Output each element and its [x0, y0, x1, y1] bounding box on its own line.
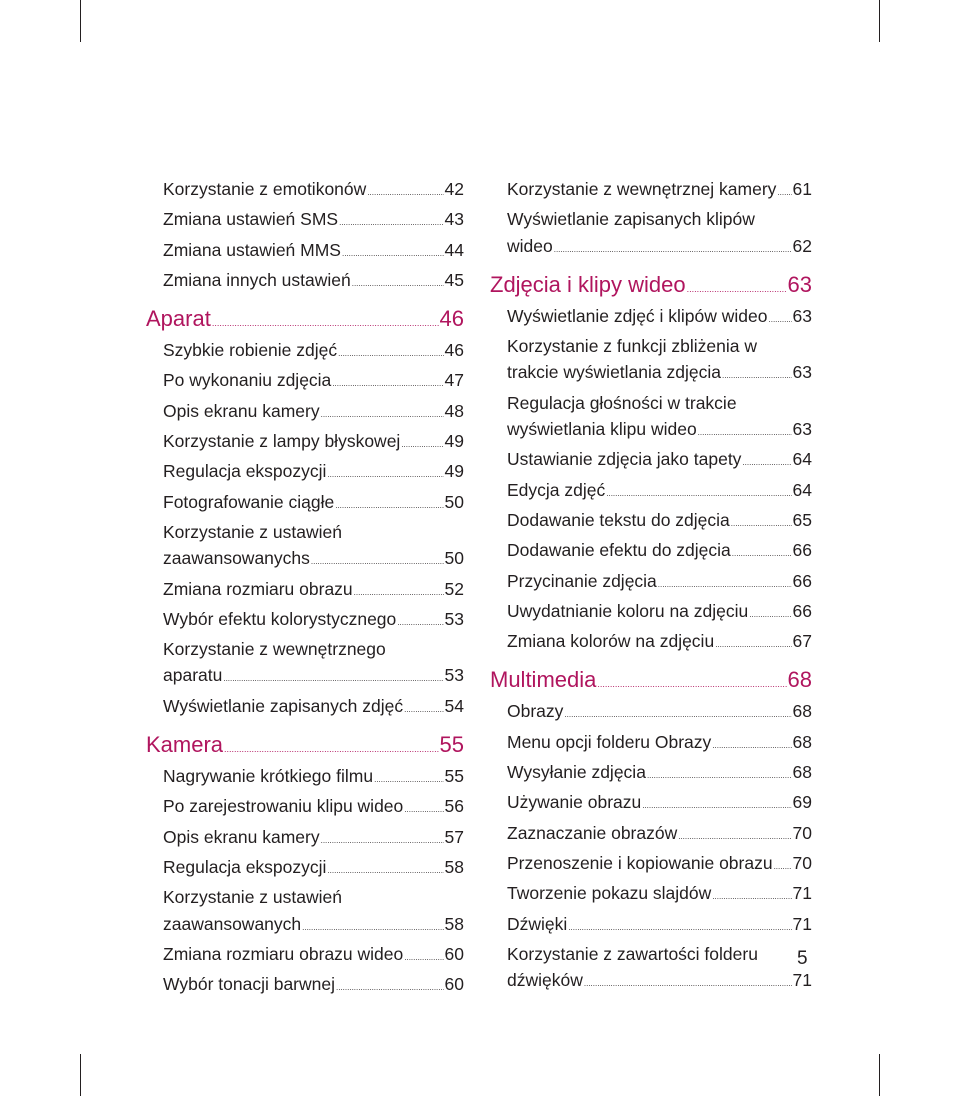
toc-entry[interactable]: Używanie obrazu ..... 69: [507, 789, 812, 819]
toc-entry[interactable]: Wyświetlanie zdjęć i klipów wideo ..... 63: [507, 303, 812, 333]
toc-entry[interactable]: Wybór tonacji barwnej ..... 60: [163, 971, 464, 1001]
toc-entry[interactable]: Regulacja ekspozycji ..... 58: [163, 854, 464, 884]
toc-entry[interactable]: Ustawianie zdjęcia jako tapety ..... 64: [507, 446, 812, 476]
toc-entry[interactable]: Uwydatnianie koloru na zdjęciu ..... 66: [507, 598, 812, 628]
toc-heading-multimedia[interactable]: Multimedia ..... 68: [490, 666, 812, 698]
toc-entry[interactable]: Przycinanie zdjęcia ..... 66: [507, 568, 812, 598]
toc-entry-line[interactable]: Korzystanie z funkcji zbliżenia w: [507, 336, 757, 357]
toc-entry[interactable]: wideo ..... 62: [507, 233, 812, 263]
toc-entry-line[interactable]: Korzystanie z ustawień: [163, 521, 342, 542]
toc-entry[interactable]: Korzystanie z emotikonów ..... 42: [163, 176, 464, 206]
toc-entry[interactable]: Zmiana ustawień MMS ..... 44: [163, 237, 464, 267]
toc-heading-aparat[interactable]: Aparat ..... 46: [146, 305, 464, 337]
toc-column-left: [146, 176, 464, 1001]
toc-entry[interactable]: Dodawanie tekstu do zdjęcia ..... 65: [507, 507, 812, 537]
toc-entry[interactable]: Szybkie robienie zdjęć ..... 46: [163, 337, 464, 367]
toc-entry[interactable]: Dodawanie efektu do zdjęcia ..... 66: [507, 537, 812, 567]
toc-entry[interactable]: Wyświetlanie zapisanych zdjęć ..... 54: [163, 693, 464, 723]
toc-entry[interactable]: Regulacja ekspozycji ..... 49: [163, 458, 464, 488]
toc-entry[interactable]: Zmiana kolorów na zdjęciu ..... 67: [507, 628, 812, 658]
toc-entry[interactable]: Korzystanie z wewnętrznej kamery ..... 61: [507, 176, 812, 206]
toc-entry[interactable]: Wybór efektu kolorystycznego ..... 53: [163, 606, 464, 636]
toc-entry[interactable]: Zmiana innych ustawień ..... 45: [163, 267, 464, 297]
toc-entry[interactable]: Po zarejestrowaniu klipu wideo ..... 56: [163, 793, 464, 823]
toc-column-right: [490, 176, 812, 997]
toc-entry[interactable]: Zaznaczanie obrazów ..... 70: [507, 820, 812, 850]
toc-entry[interactable]: zaawansowanych ..... 58: [163, 911, 464, 941]
crop-mark: [879, 1054, 880, 1096]
toc-entry[interactable]: Zmiana rozmiaru obrazu ..... 52: [163, 576, 464, 606]
page-number: 5: [797, 948, 808, 969]
toc-entry[interactable]: trakcie wyświetlania zdjęcia ..... 63: [507, 359, 812, 389]
toc-entry[interactable]: Menu opcji folderu Obrazy ..... 68: [507, 729, 812, 759]
toc-heading-kamera[interactable]: Kamera ..... 55: [146, 731, 464, 763]
crop-mark: [80, 1054, 81, 1096]
toc-entry-line[interactable]: Regulacja głośności w trakcie: [507, 392, 737, 413]
toc-entry[interactable]: Zmiana ustawień SMS ..... 43: [163, 206, 464, 236]
toc-entry-line[interactable]: Korzystanie z wewnętrznego: [163, 639, 386, 660]
toc-entry[interactable]: Dźwięki ..... 71: [507, 911, 812, 941]
toc-entry[interactable]: Fotografowanie ciągłe ..... 50: [163, 489, 464, 519]
toc-entry[interactable]: zaawansowanychs ..... 50: [163, 545, 464, 575]
toc-entry[interactable]: Opis ekranu kamery ..... 57: [163, 824, 464, 854]
toc-entry[interactable]: aparatu ..... 53: [163, 662, 464, 692]
crop-mark: [80, 0, 81, 42]
toc-entry[interactable]: Korzystanie z lampy błyskowej ..... 49: [163, 428, 464, 458]
toc-entry[interactable]: Opis ekranu kamery ..... 48: [163, 398, 464, 428]
toc-entry[interactable]: Zmiana rozmiaru obrazu wideo ..... 60: [163, 941, 464, 971]
toc-entry-line[interactable]: Korzystanie z ustawień: [163, 887, 342, 908]
toc-entry[interactable]: Przenoszenie i kopiowanie obrazu ..... 70: [507, 850, 812, 880]
crop-mark: [879, 0, 880, 42]
toc-entry[interactable]: Nagrywanie krótkiego filmu ..... 55: [163, 763, 464, 793]
toc-entry[interactable]: Obrazy ..... 68: [507, 698, 812, 728]
toc-entry[interactable]: wyświetlania klipu wideo ..... 63: [507, 416, 812, 446]
toc-entry-line[interactable]: Korzystanie z zawartości folderu: [507, 943, 758, 964]
toc-entry[interactable]: Po wykonaniu zdjęcia ..... 47: [163, 367, 464, 397]
toc-entry[interactable]: Tworzenie pokazu slajdów ..... 71: [507, 880, 812, 910]
toc-entry[interactable]: dźwięków ..... 71: [507, 967, 812, 997]
toc-entry[interactable]: Wysyłanie zdjęcia ..... 68: [507, 759, 812, 789]
toc-heading-zdjecia[interactable]: Zdjęcia i klipy wideo ..... 63: [490, 271, 812, 303]
toc-entry[interactable]: Edycja zdjęć ..... 64: [507, 477, 812, 507]
toc-entry-line[interactable]: Wyświetlanie zapisanych klipów: [507, 209, 755, 230]
